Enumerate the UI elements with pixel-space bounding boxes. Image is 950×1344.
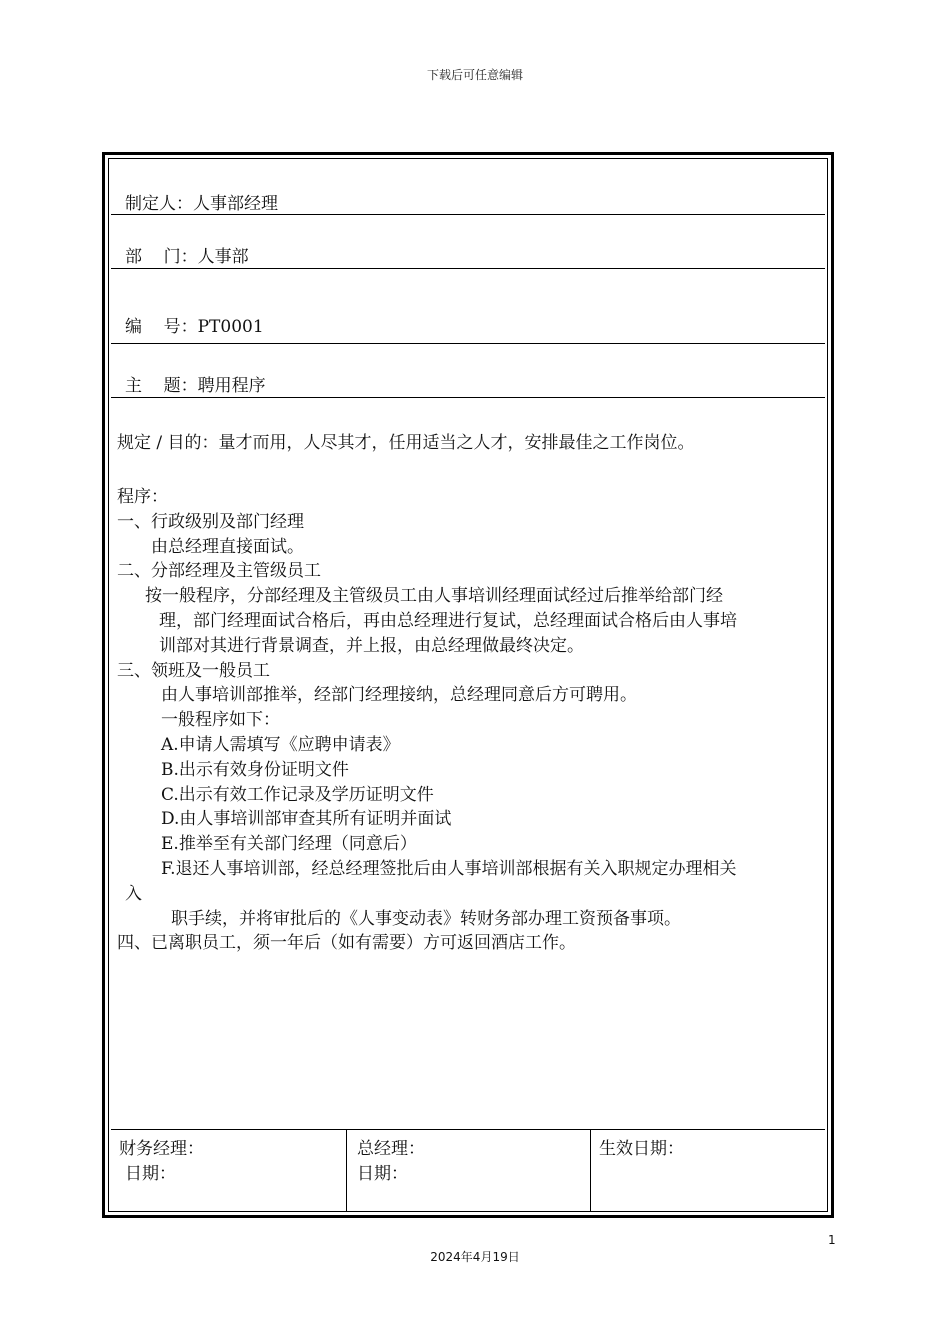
subject-row	[111, 344, 825, 398]
creator-field: 制定人：人事部经理	[125, 194, 278, 214]
section-one-title: 一、行政级别及部门经理	[117, 511, 304, 532]
general-date-label: 日期：	[357, 1164, 408, 1184]
subject-field: 主 题：聘用程序	[125, 376, 266, 396]
section-two-text: 按一般程序，分部经理及主管级员工由人事培训经理面试经过后推举给部门经	[145, 586, 723, 607]
section-three-title: 三、领班及一般员工	[117, 660, 270, 681]
signature-row	[111, 1130, 825, 1212]
effective-date-label: 生效日期：	[599, 1139, 684, 1159]
step-item: A.申请人需填写《应聘申请表》	[161, 734, 400, 755]
section-two-text: 理，部门经理面试合格后，再由总经理进行复试，总经理面试合格后由人事培	[159, 610, 737, 631]
step-item: F.退还人事培训部，经总经理签批后由人事培训部根据有关入职规定办理相关	[161, 858, 737, 879]
effective-date-cell	[591, 1130, 825, 1212]
finance-manager-label: 财务经理：	[119, 1139, 204, 1159]
section-two-text: 训部对其进行背景调查，并上报，由总经理做最终决定。	[159, 635, 584, 656]
general-manager-cell	[347, 1130, 591, 1212]
section-two-title: 二、分部经理及主管级员工	[117, 561, 321, 582]
number-field: 编 号：PT0001	[125, 317, 264, 337]
finance-manager-cell	[111, 1130, 347, 1212]
step-item: D.由人事培训部审查其所有证明并面试	[161, 809, 452, 830]
procedure-form	[102, 152, 834, 1218]
finance-date-label: 日期：	[125, 1164, 176, 1184]
step-item: B.出示有效身份证明文件	[161, 759, 349, 780]
creator-row	[111, 159, 825, 215]
general-manager-label: 总经理：	[357, 1139, 425, 1159]
header-note: 下载后可任意编辑	[426, 68, 523, 82]
section-three-subheading: 一般程序如下：	[161, 710, 280, 731]
section-three-text: 由人事培训部推举，经部门经理接纳，总经理同意后方可聘用。	[161, 685, 637, 706]
department-field: 部 门：人事部	[125, 247, 249, 267]
step-item-continuation: 职手续，并将审批后的《人事变动表》转财务部办理工资预备事项。	[171, 908, 681, 929]
department-row	[111, 215, 825, 269]
footer-date: 2024年4月19日	[430, 1250, 520, 1264]
step-item-continuation: 入	[125, 883, 142, 904]
section-one-text: 由总经理直接面试。	[151, 536, 304, 557]
number-row	[111, 269, 825, 344]
purpose-text: 规定 / 目的：量才而用，人尽其才，任用适当之人才，安排最佳之工作岗位。	[117, 433, 695, 453]
page-number: 1	[828, 1233, 836, 1247]
section-four-text: 四、已离职员工，须一年后（如有需要）方可返回酒店工作。	[117, 933, 576, 954]
procedure-heading: 程序：	[117, 487, 168, 507]
procedure-body	[111, 398, 825, 1130]
step-item: C.出示有效工作记录及学历证明文件	[161, 784, 434, 805]
step-item: E.推举至有关部门经理（同意后）	[161, 834, 417, 855]
procedure-lines	[117, 485, 819, 956]
